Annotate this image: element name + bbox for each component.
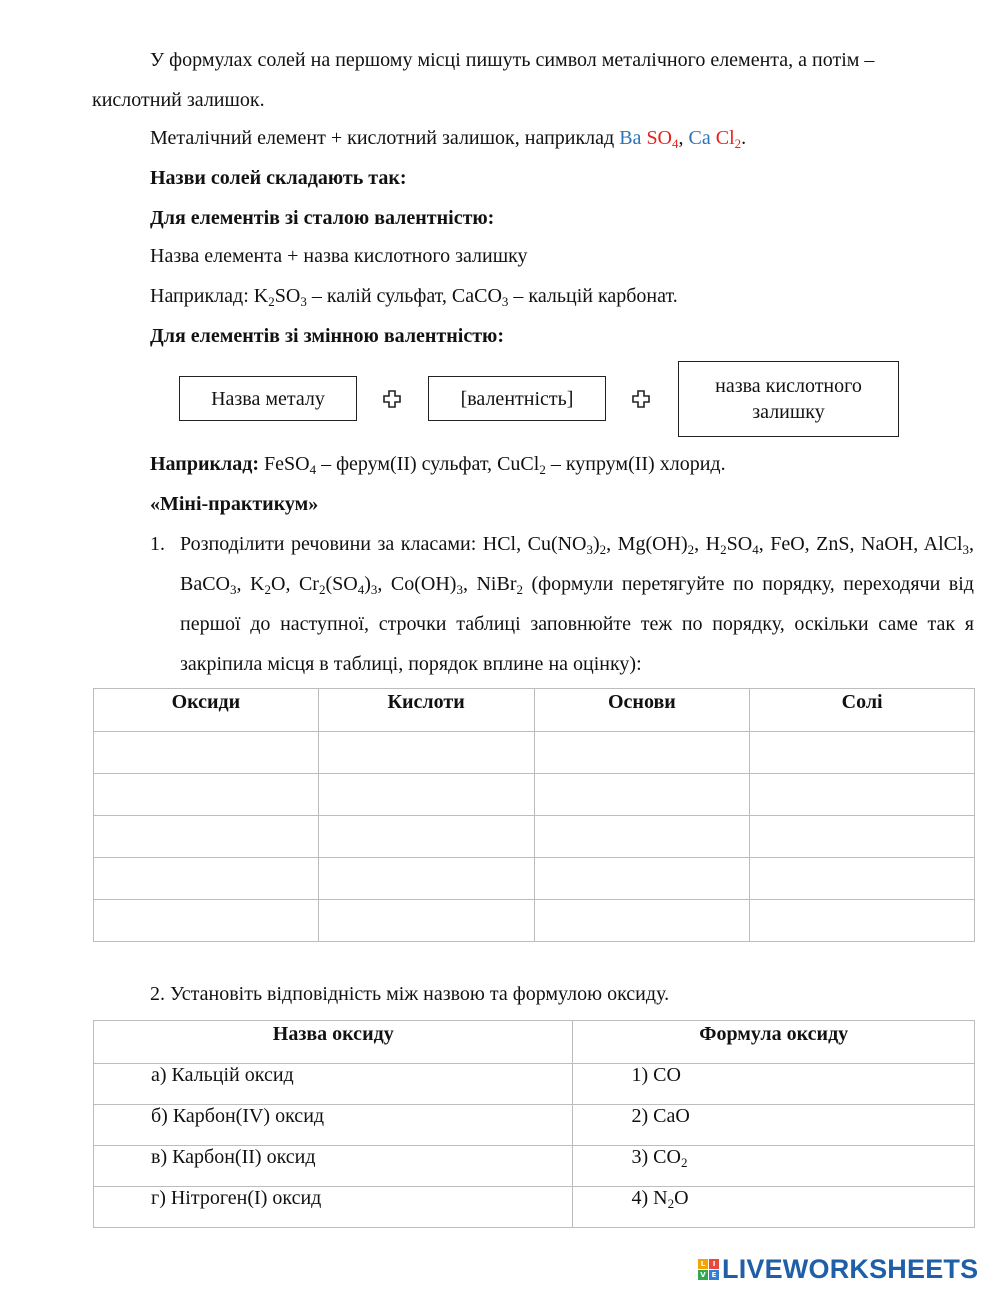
oxide-formula: 2) CaO — [573, 1105, 975, 1146]
table-row — [94, 774, 975, 816]
substance-formula: $K_2O$ — [250, 573, 286, 597]
drop-cell[interactable] — [750, 900, 975, 942]
intro-paragraph-line2: кислотний залишок. — [92, 89, 265, 111]
drop-cell[interactable] — [750, 858, 975, 900]
task1-text: Розподілити речовини за класами: HCl, $Cu(NO_3)_2$, $Mg(OH)_2$, $H_2SO_4$, FeO, ZnS, NaOH, AlCl$_3$, BaCO$_3$, $K_2O$, $Cr_2(SO_4)_3$, $Co(OH)_3$, NiBr$_2$ (формули перетягуйте по порядку, переходячи від першої до наступної, строчки таблиці заповнюйте теж по порядку, оскільки саме так я закріпила місця в таблиці, порядок вплине на оцінку): — [180, 533, 975, 675]
drop-cell[interactable] — [318, 732, 534, 774]
example-acid-so4: $SO_4$ — [646, 127, 679, 151]
header-salts: Солі — [750, 689, 975, 732]
table-row — [94, 858, 975, 900]
drop-cell[interactable] — [534, 732, 750, 774]
task1-number: 1. — [150, 533, 165, 555]
oxide-name: а) Кальцій оксид — [94, 1064, 573, 1105]
substance-formula: $Co(OH)_3$ — [390, 573, 463, 597]
example-variable-valence: Наприклад: FeSO$_4$ – ферум(II) сульфат, CuCl$_2$ – купрум(II) хлорид. — [150, 453, 726, 477]
matching-table — [93, 1020, 975, 1228]
substance-formula: BaCO$_3$ — [180, 573, 237, 597]
substance-formula: $Cu(NO_3)_2$ — [527, 533, 607, 557]
substance-formula: $Cr_2(SO_4)_3$ — [298, 573, 378, 597]
box-valence: [валентність] — [428, 376, 606, 421]
header-bases: Основи — [534, 689, 750, 732]
substance-formula: NaOH — [861, 533, 914, 555]
drop-cell[interactable] — [534, 858, 750, 900]
practicum-title: «Міні-практикум» — [150, 493, 319, 515]
example-metal-ba: Ba — [619, 127, 642, 149]
substance-formula: AlCl$_3$ — [923, 533, 970, 557]
drop-cell[interactable] — [94, 774, 319, 816]
substance-formula: FeO — [770, 533, 805, 555]
logo-text: LIVEWORKSHEETS — [722, 1254, 979, 1284]
substance-formula: NiBr$_2$ — [476, 573, 523, 597]
heading-salt-names: Назви солей складають так: — [150, 167, 407, 189]
table-row — [94, 1146, 975, 1187]
substance-formula: ZnS — [816, 533, 850, 555]
drop-cell[interactable] — [318, 900, 534, 942]
heading-variable-valence: Для елементів зі змінною валентністю: — [150, 325, 504, 347]
drop-cell[interactable] — [750, 774, 975, 816]
plus-icon — [383, 390, 401, 408]
drop-cell[interactable] — [318, 816, 534, 858]
logo-grid-icon: L I V E — [698, 1259, 719, 1280]
drop-cell[interactable] — [534, 816, 750, 858]
oxide-name: б) Карбон(IV) оксид — [94, 1105, 573, 1146]
intro-paragraph-line1: У формулах солей на першому місці пишуть символ металічного елемента, а потім – — [150, 49, 875, 71]
substance-formula: $Mg(OH)_2$ — [617, 533, 695, 557]
example-acid-cl2: $Cl_2$ — [715, 127, 742, 151]
table-row — [94, 732, 975, 774]
drop-cell[interactable] — [750, 732, 975, 774]
example-metal-ca: Ca — [688, 127, 711, 149]
box-acid-residue-name: назва кислотного залишку — [678, 361, 899, 437]
drop-cell[interactable] — [318, 858, 534, 900]
oxide-formula: 3) $CO_2$ — [573, 1146, 975, 1187]
drop-cell[interactable] — [750, 816, 975, 858]
table-row — [94, 900, 975, 942]
example-constant-valence: Наприклад: $K_2SO_3$ – калій сульфат, CaCO$_3$ – кальцій карбонат. — [150, 285, 678, 309]
oxide-name: в) Карбон(II) оксид — [94, 1146, 573, 1187]
drop-cell[interactable] — [534, 900, 750, 942]
heading-constant-valence: Для елементів зі сталою валентністю: — [150, 207, 495, 229]
drop-cell[interactable] — [94, 858, 319, 900]
drop-cell[interactable] — [94, 816, 319, 858]
oxide-formula: 1) CO — [573, 1064, 975, 1105]
rule-constant-valence: Назва елемента + назва кислотного залишку — [150, 245, 528, 267]
table-row — [94, 1105, 975, 1146]
liveworksheets-logo — [698, 1254, 978, 1285]
drop-cell[interactable] — [534, 774, 750, 816]
oxide-name: г) Нітроген(I) оксид — [94, 1187, 573, 1228]
table-row — [94, 1187, 975, 1228]
drop-cell[interactable] — [94, 732, 319, 774]
drop-cell[interactable] — [318, 774, 534, 816]
salt-formula-rule-text: Металічний елемент + кислотний залишок, наприклад — [150, 127, 620, 149]
header-oxide-name: Назва оксиду — [94, 1021, 573, 1064]
classification-table — [93, 688, 975, 942]
header-oxides: Оксиди — [94, 689, 319, 732]
substance-formula: $H_2SO_4$ — [705, 533, 759, 557]
header-acids: Кислоти — [318, 689, 534, 732]
table-row — [94, 1064, 975, 1105]
header-oxide-formula: Формула оксиду — [573, 1021, 975, 1064]
oxide-formula: 4) $N_2O$ — [573, 1187, 975, 1228]
substance-list: HCl, $Cu(NO_3)_2$, $Mg(OH)_2$, $H_2SO_4$, FeO, ZnS, NaOH, AlCl$_3$, BaCO$_3$, $K_2O$, $Cr_2(SO_4)_3$, $Co(OH)_3$, NiBr$_2$ — [180, 533, 975, 597]
table-row — [94, 816, 975, 858]
plus-icon — [632, 390, 650, 408]
salt-formula-rule: Металічний елемент + кислотний залишок, наприклад Ba $SO_4$, Ca $Cl_2$. — [150, 127, 747, 151]
drop-cell[interactable] — [94, 900, 319, 942]
task2-title: 2. Установіть відповідність між назвою та формулою оксиду. — [150, 983, 670, 1005]
box-metal-name: Назва металу — [179, 376, 357, 421]
substance-formula: HCl — [482, 533, 517, 555]
